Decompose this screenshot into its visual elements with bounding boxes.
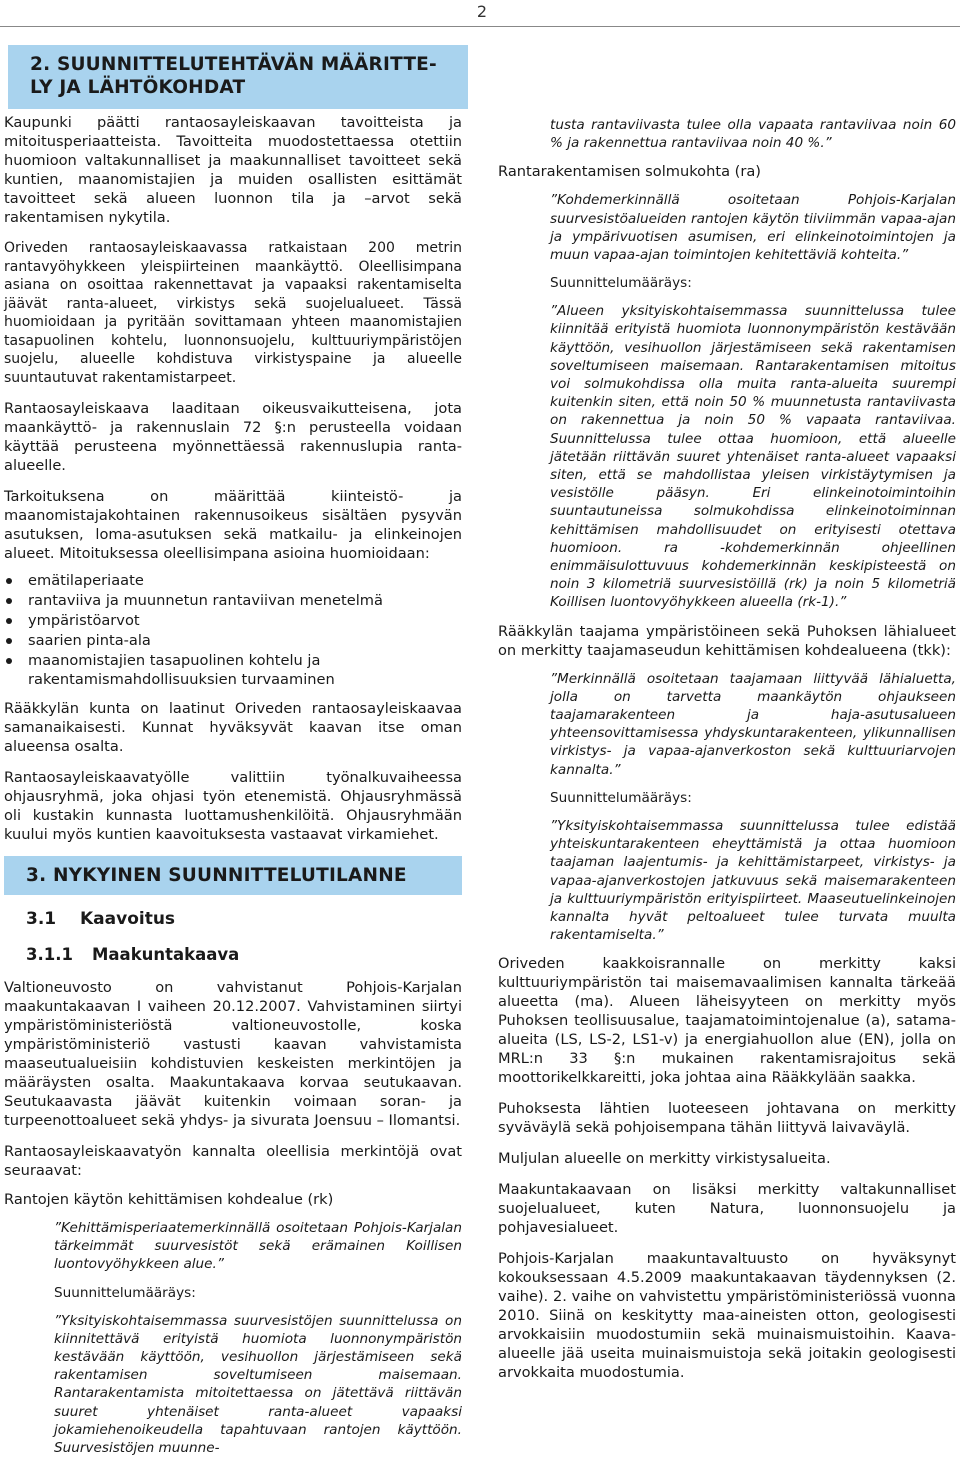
bullet-icon bbox=[6, 578, 12, 584]
right-p1: Rantarakentamisen solmukohta (ra) bbox=[498, 163, 761, 181]
section-2-heading bbox=[8, 45, 468, 109]
quote-rk-regulation-cont: tusta rantaviivasta tulee olla vapaata rantaviivaa noin 60 % ja rakennettua rantaviivaa noin 40 %.” bbox=[550, 117, 956, 152]
left-p5: Rääkkylän kunta on laatinut Oriveden rantaosayleiskaavaa samanaikaisesti. Kunnat hyväksyvät kaavan itse oman alueensa osalta. bbox=[4, 700, 462, 755]
bullet-icon bbox=[6, 638, 12, 644]
left-p3: Rantaosayleiskaava laaditaan oikeusvaikutteisena, jota maankäyttö- ja rakennuslain 72 §:n perusteella voidaan käyttää perusteena myönnettäessä rakennuslupia ranta-alueelle. bbox=[4, 400, 462, 474]
left-p8: Rantaosayleiskaavatyön kannalta oleellisia merkintöjä ovat seuraavat: bbox=[4, 1143, 462, 1179]
subsection-3-1-heading: 3.1 Kaavoitus bbox=[26, 909, 176, 929]
quote-rk-regulation: ”Yksityiskohtaisemmassa suurvesistöjen suunnittelussa on kiinnitettävä erityistä huomiota luonnonympäristön kestävään käyttöön, vesihuollon järjestämiseen sekä rakentamisen soveltumiseen maisemaan. Rantarakentamista mitoitettaessa on jätettävä riittävän suuret yhtenäiset ranta-alueet vapaaksi jokamiehenoikeudella tapahtuvaan rantojen käyttöön. Suurvesistöjen muunne- bbox=[54, 1312, 462, 1457]
left-p7: Valtioneuvosto on vahvistanut Pohjois-Karjalan maakuntakaavan I vaiheen 20.12.2007. Vahvistaminen siirtyi ympäristöministeriöstä valtioneuvostolle, koska ympäristöministeriö vastusti kaavan vahvistamista maaseutualueisiin kohdistuvien keskeisten merkintöjen ja määräysten osalta. Maakuntakaava korvaa seutukaavan. Seutukaavasta jäävät kuitenkin voimaan soran- ja turpeenottoalueet sekä yhdys- ja sivurata Joensuu – Ilomantsi. bbox=[4, 979, 462, 1129]
list-item: ympäristöarvot bbox=[4, 611, 462, 630]
left-p4: Tarkoituksena on määrittää kiinteistö- ja maanomistajakohtainen rakennusoikeus sisältäen pysyvän asutuksen, loma-asutuksen sekä matkailu- ja elinkeinojen alueet. Mitoituksessa oleellisimpana asioina huomioidaan: bbox=[4, 488, 462, 562]
left-p2: Oriveden rantaosayleiskaavassa ratkaistaan 200 metrin rantavyöhykkeen yleispiirteinen maankäyttö. Oleellisimpana asiana on osoittaa rakennettavat ja vapaaksi rakentamiselta jäävät ranta-alueet, virkistys sekä suojelualueet. Tässä huomioidaan ja pyritään sovittamaan yhteen maanomistajien tasapuolinen kohtelu, luonnonsuojelu, kulttuuriympäristöjen suojelu, alueelle kohdistuva virkistyspaine ja alueelle suuntautuvat rakentamistarpeet. bbox=[4, 240, 462, 386]
quote-tkk: ”Merkinnällä osoitetaan taajamaan liittyvää lähialuetta, jolla on tarvetta maankäytön ohjaukseen taajamarakenteen ja haja-asutusalueen yhteensovittamisessa yhdyskuntarakenteen, ylikunnallisen virkistys- ja vapaa-ajanverkoston sekä kulttuuriarvojen kannalta.” bbox=[550, 670, 956, 778]
right-p2: Rääkkylän taajama ympäristöineen sekä Puhoksen lähialueet on merkitty taajamaseudun kehittämisen kohdealueena (tkk): bbox=[498, 622, 956, 659]
subsection-3-1-1-heading: 3.1.1 Maakuntakaava bbox=[26, 945, 240, 964]
list-item: maanomistajien tasapuolinen kohtelu ja rakentamismahdollisuuksien turvaaminen bbox=[4, 651, 462, 689]
left-p1: Kaupunki päätti rantaosayleiskaavan tavoitteista ja mitoitusperiaatteista. Tavoitteita muodostettaessa otettiin huomioon valtakunnalliset ja maakunnalliset tavoitteet sekä kuntien, maanomistajien ja muiden osallisten esittämät tavoitteet sekä alueen luonnon tila ja –arvot sekä rakentamisen nykytila. bbox=[4, 114, 462, 226]
mitoitus-list bbox=[4, 571, 462, 689]
left-p6: Rantaosayleiskaavatyölle valittiin työnalkuvaiheessa ohjausryhmä, joka ohjasi työn etenemistä. Ohjausryhmässä oli kustakin kunnasta luottamushenkilöitä. Ohjausryhmään kuului myös kuntien kaavoituksesta vastaavat virkamiehet. bbox=[4, 769, 462, 843]
quote-rk-label: Suunnittelumääräys: bbox=[54, 1284, 196, 1301]
right-p5: Muljulan alueelle on merkitty virkistysalueita. bbox=[498, 1150, 831, 1168]
quote-rk: ”Kehittämisperiaatemerkinnällä osoitetaan Pohjois-Karjalan tärkeimmät suurvesistöt sekä erämainen Koillisen luontovyöhykkeen alue.” bbox=[54, 1220, 462, 1273]
section-2-heading-line1: 2. SUUNNITTELUTEHTÄVÄN MÄÄRITTE- bbox=[30, 54, 437, 75]
quote-tkk-regulation: ”Yksityiskohtaisemmassa suunnittelussa tulee edistää yhteiskuntarakenteen eheyttämistä ja ottaa huomioon taajaman laajentumis- ja kehittämistarpeet, virkistys- ja vapaa-ajanverkostojen jatkuvuus sekä maisemarakenteen ja kulttuuriympäristön erityispiirteet. Maaseutuelinkeinojen kannalta hyvät peltoalueet tulee turvata muulta rakentamiselta.” bbox=[550, 817, 956, 944]
list-item: emätilaperiaate bbox=[4, 571, 462, 590]
quote-ra: ”Kohdemerkinnällä osoitetaan Pohjois-Karjalan suurvesistöalueiden rantojen käytön tiiviimmän vapaa-ajan ja ympärivuotisen asumisen, eri elinkeinotoimintojen ja muun vapaa-ajan toimintojen kehitettäviä kohteita.” bbox=[550, 192, 956, 264]
page-number: 2 bbox=[476, 2, 487, 21]
quote-tkk-label: Suunnittelumääräys: bbox=[550, 789, 692, 806]
right-p7: Pohjois-Karjalan maakuntavaltuusto on hyväksynyt kokouksessaan 4.5.2009 maakuntakaavan täydennyksen (2. vaihe). 2. vaihe on vahvistettu ympäristöministeriössä vuonna 2010. Siinä on keskitytty maa-aineisten otton, geologisesti arvokkaisiin muodostumiin sekä muinaismuistoihin. Kaava-alueelle jää useita muinaismuistoja sekä joitakin geologisesti arvokkaita muodostumia. bbox=[498, 1250, 956, 1382]
top-rule bbox=[0, 26, 960, 27]
list-item: saarien pinta-ala bbox=[4, 631, 462, 650]
bullet-icon bbox=[6, 598, 12, 604]
bullet-icon bbox=[6, 618, 12, 624]
section-2-heading-line2: LY JA LÄHTÖKOHDAT bbox=[30, 77, 246, 98]
section-3-heading: 3. NYKYINEN SUUNNITTELUTILANNE bbox=[4, 856, 462, 895]
quote-ra-regulation: ”Alueen yksityiskohtaisemmassa suunnittelussa tulee kiinnitää erityistä huomiota luonnonympäristön kestävään käyttöön, vesihuollon järjestämiseen sekä rakentamisen soveltumiseen maisemaan. Rantarakentamisen mitoitus voi solmukohdissa olla muita ranta-alueita suurempi kuitenkin siten, että noin 50 % muunnetusta rantaviivasta on rakennettua ja noin 50 % vapaata rantaviivaa. Suunnittelussa tulee ottaa huomioon, että alueelle jätetään riittävän suuret yhtenäiset ranta-alueet vapaaksi siten, että se mahdollistaa yleisen virkistäytymisen ja vesistölle pääsyn. Eri elinkeinotoimintoihin suuntautuneissa solmukohdissa elinkeinotoiminnan kehittämisen mahdollisuudet on erityisesti otettava huomioon. ra -kohdemerkinnän ohjeellinen enimmäisulottuvuus kohdemerkinnän keskipisteestä on noin 3 kilometriä suurvesistöillä (rk) ja noin 5 kilometriä Koillisen luontovyöhykkeen alueella (rk-1).” bbox=[550, 303, 956, 611]
list-item: rantaviiva ja muunnetun rantaviivan menetelmä bbox=[4, 591, 462, 610]
left-p9: Rantojen käytön kehittämisen kohdealue (rk) bbox=[4, 1191, 334, 1208]
right-p3: Oriveden kaakkoisrannalle on merkitty kaksi kulttuuriympäristön tai maisemavaalimisen kannalta tärkeää alueetta (ma). Alueen läheisyyteen on merkitty myös Puhoksen teollisuusalue, taajamatoimintojenalue (a), satama-alueita (LS, LS-2, LS1-v) ja energiahuollon alue (EN), jolla on MRL:n 33 §:n mukainen rakentamisrajoitus sekä moottorikelkkareitti, joka johtaa aina Rääkkylään saakka. bbox=[498, 955, 956, 1087]
quote-ra-label: Suunnittelumääräys: bbox=[550, 275, 692, 292]
bullet-icon bbox=[6, 658, 12, 664]
right-column bbox=[498, 116, 956, 1395]
right-p4: Puhoksesta lähtien luoteeseen johtavana on merkitty syväväylä sekä pohjoisempana tähän liittyvä laivaväylä. bbox=[498, 1100, 956, 1137]
left-column bbox=[4, 113, 462, 1467]
right-p6: Maakuntakaavaan on lisäksi merkitty valtakunnalliset suojelualueet, kuten Natura, luonnonsuojelu ja pohjavesialueet. bbox=[498, 1181, 956, 1237]
